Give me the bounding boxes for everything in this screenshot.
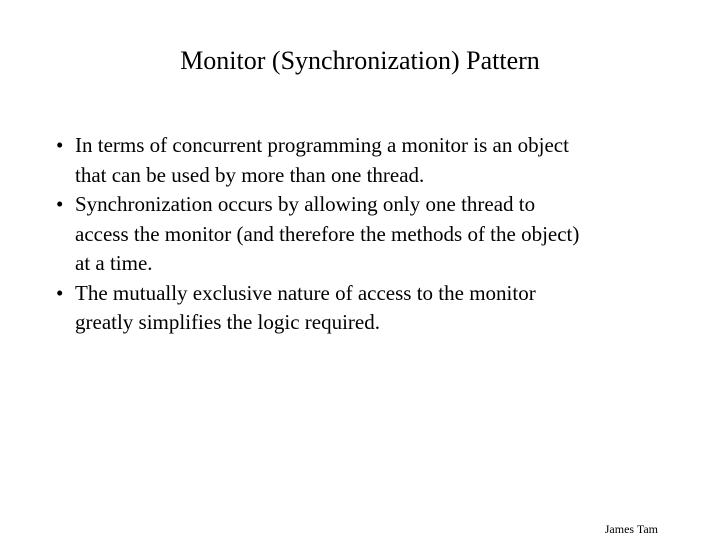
bullet-line: access the monitor (and therefore the methods of the object) (75, 221, 580, 246)
bullet-list (56, 131, 696, 338)
bullet-line: In terms of concurrent programming a monitor is an object (75, 133, 569, 157)
bullet-marker: • (56, 280, 64, 305)
bullet-item-2 (56, 190, 696, 279)
bullet-line: that can be used by more than one thread. (75, 162, 425, 187)
bullet-item-1 (56, 131, 696, 190)
bullet-line: The mutually exclusive nature of access to the monitor (75, 280, 536, 305)
bullet-marker: • (56, 133, 64, 157)
bullet-line: greatly simplifies the logic required. (75, 310, 380, 334)
footer-author: James Tam (604, 522, 658, 536)
bullet-marker: • (56, 192, 64, 216)
bullet-item-3 (56, 279, 696, 338)
slide-title: Monitor (Synchronization) Pattern (180, 46, 540, 75)
bullet-line: at a time. (75, 251, 153, 275)
bullet-line: Synchronization occurs by allowing only one thread to (75, 192, 536, 216)
